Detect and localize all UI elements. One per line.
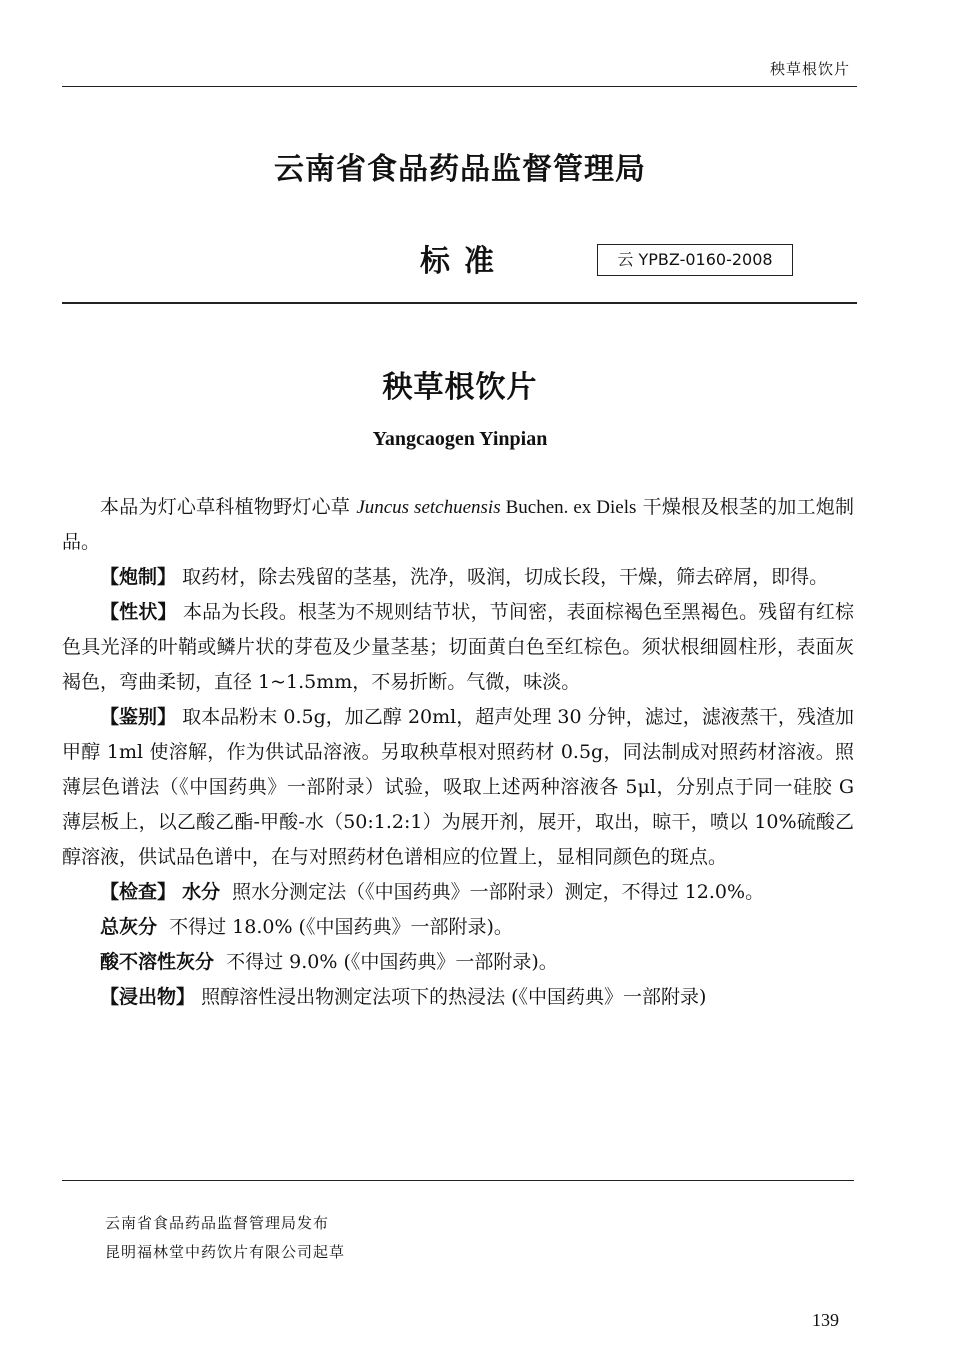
section-label: 【炮制】 (100, 566, 177, 588)
issuing-agency: 云南省食品药品监督管理局 (274, 152, 646, 187)
subitem-text: 不得过 18.0% (《中国药典》一部附录)。 (169, 916, 513, 938)
latin-authority: Buchen. ex Diels (500, 497, 637, 518)
running-head: 秧草根饮片 (769, 60, 850, 78)
section-text: 本品为长段。根茎为不规则结节状，节间密，表面棕褐色至黑褐色。残留有红棕色具光泽的叶鞘或鳞片状的芽苞及少量茎基；切面黄白色至红棕色。须状根细圆柱形，表面灰褐色，弯曲柔韧，直径 1~1.5mm，不易折断。气微，味淡。 (62, 601, 854, 693)
document-title: 秧草根饮片 (382, 370, 538, 405)
intro-text-end: 干燥根及根茎的加工炮制品。 (62, 496, 854, 553)
standard-code-box: 云 YPBZ-0160-2008 (597, 244, 793, 276)
document-body (62, 490, 854, 1015)
section-identification (62, 700, 854, 875)
section-description (62, 595, 854, 700)
subsection-label: 水分 (182, 881, 221, 903)
subitem-label: 总灰分 (100, 916, 158, 938)
footer-rule (62, 1180, 854, 1181)
intro-paragraph (62, 490, 854, 560)
drafted-by: 昆明福林堂中药饮片有限公司起草 (105, 1243, 346, 1261)
issued-by: 云南省食品药品监督管理局发布 (105, 1214, 330, 1232)
section-inspection (62, 875, 854, 910)
subitem-label: 酸不溶性灰分 (100, 951, 215, 973)
section-label: 【性状】 (100, 601, 177, 623)
page-number: 139 (812, 1310, 839, 1330)
section-label: 【浸出物】 (100, 986, 196, 1008)
section-processing (62, 560, 854, 595)
section-extractives (62, 980, 854, 1015)
section-text: 照水分测定法（《中国药典》一部附录）测定，不得过 12.0%。 (232, 881, 765, 903)
section-label: 【鉴别】 (100, 706, 177, 728)
section-text: 取本品粉末 0.5g，加乙醇 20ml，超声处理 30 分钟，滤过，滤液蒸干，残渣加甲醇 1ml 使溶解，作为供试品溶液。另取秧草根对照药材 0.5g，同法制成对照药材溶液。照薄层色谱法（《中国药典》一部附录）试验，吸取上述两种溶液各 5μl，分别点于同一硅胶 G 薄层板上，以乙酸乙酯-甲酸-水（50:1.2:1）为展开剂，展开，取出，晾干，喷以 10%硫酸乙醇溶液，供试品色谱中，在与对照药材色谱相应的位置上，显相同颜色的斑点。 (62, 706, 854, 868)
subitem-total-ash (62, 910, 854, 945)
latin-name (356, 497, 636, 518)
subitem-text: 不得过 9.0% (《中国药典》一部附录)。 (226, 951, 558, 973)
section-text: 照醇溶性浸出物测定法项下的热浸法 (《中国药典》一部附录) (201, 986, 707, 1008)
section-label: 【检查】 (100, 881, 177, 903)
document-subtitle-pinyin: Yangcaogen Yinpian (372, 428, 548, 450)
latin-species: Juncus setchuensis (356, 497, 501, 518)
title-rule (62, 302, 857, 304)
intro-text: 本品为灯心草科植物野灯心草 (100, 496, 357, 518)
standard-label: 标准 (420, 244, 508, 279)
subitem-acid-insoluble-ash (62, 945, 854, 980)
section-text: 取药材，除去残留的茎基，洗净，吸润，切成长段，干燥，筛去碎屑，即得。 (182, 566, 829, 588)
header-rule (62, 86, 857, 87)
